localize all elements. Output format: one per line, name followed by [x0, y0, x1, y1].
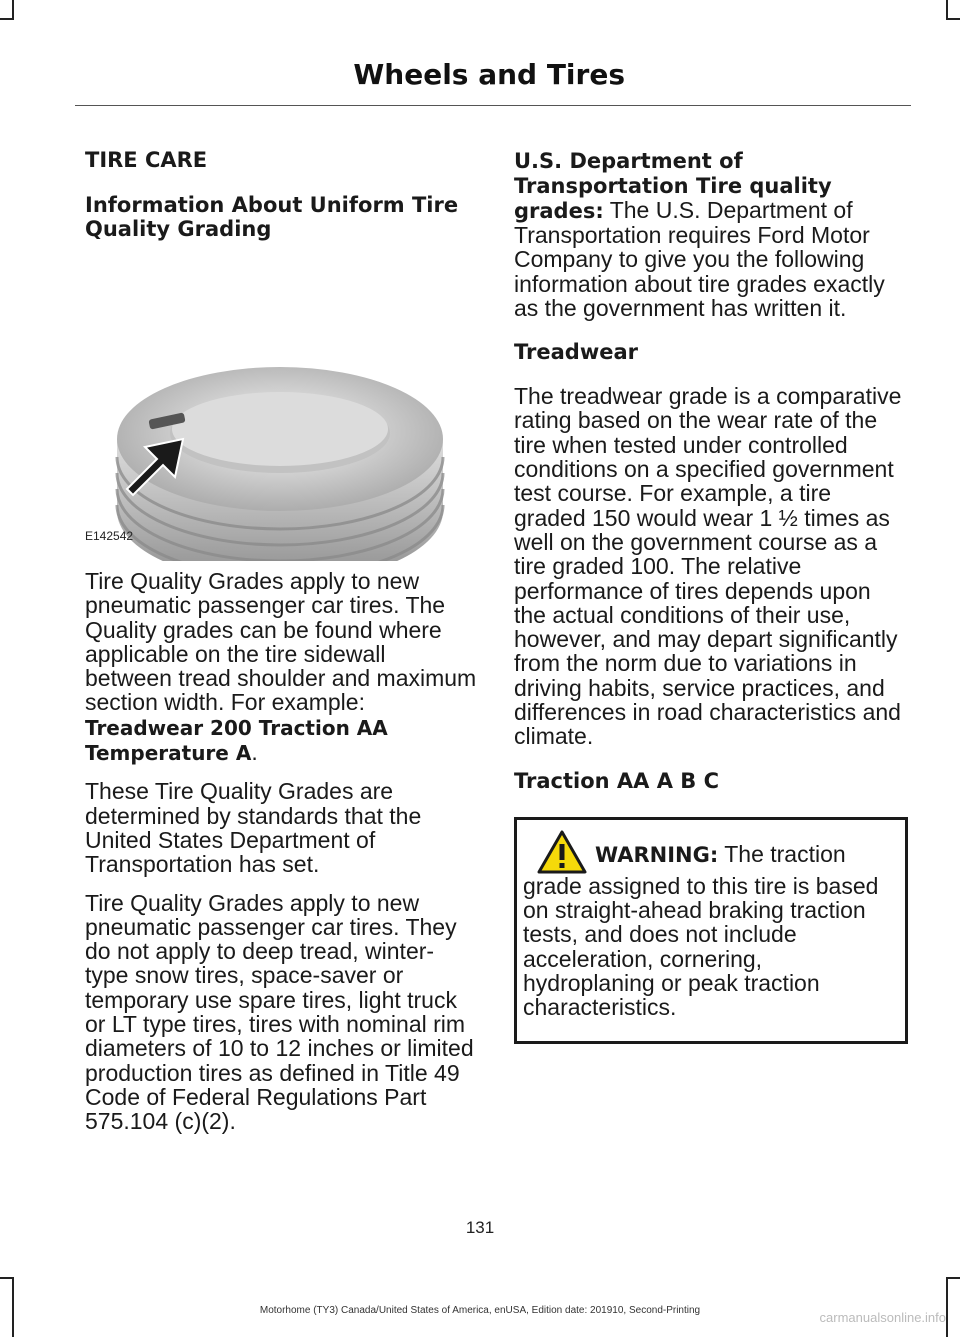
paragraph-treadwear: The treadwear grade is a comparative rating based on the wear rate of the tire when tested under controlled conditions on a specified government test course. For example, a tire graded 150 would wear 1 ½ times as well on the government course as a tire graded 100. The relative performance of tires depends upon the actual conditions of their use, however, and may depart significantly from the norm due to variations in driving habits, service practices, and differences in road characteristics and climate. — [514, 383, 902, 750]
crop-mark — [0, 18, 14, 20]
paragraph-dot: U.S. Department of Transportation Tire quality grades: The U.S. Department of Transportation requires Ford Motor Company to give you the following information about tire grades exactly as the government has written it. — [514, 149, 885, 321]
heading-tire-care: TIRE CARE — [85, 148, 208, 172]
paragraph-standards: These Tire Quality Grades are determined by standards that the United States Department of Transportation has set. — [85, 778, 422, 878]
paragraph-grades-intro: Tire Quality Grades apply to new pneumatic passenger car tires. The Quality grades can be found where applicable on the tire sidewall between tread shoulder and maximum section width. For example: Treadwear 200 Traction AA Temperature A. — [85, 568, 477, 766]
warning-triangle-icon — [537, 830, 587, 874]
warning-text: The traction grade assigned to this tire is based on straight-ahead braking traction tests, and does not include acceleration, cornering, hydroplaning or peak traction characteristics. — [523, 840, 879, 1021]
warning-box — [514, 817, 908, 1045]
crop-mark — [946, 18, 960, 20]
heading-uniform-grading: Information About Uniform Tire Quality Grading — [85, 193, 459, 241]
tire-figure — [85, 261, 477, 561]
header-rule — [75, 105, 911, 106]
heading-traction: Traction AA A B C — [514, 768, 720, 793]
page-number: 131 — [465, 1218, 495, 1237]
crop-mark — [946, 0, 948, 20]
heading-treadwear: Treadwear — [514, 340, 638, 365]
left-column — [85, 148, 477, 1148]
figure-id: E142542 — [85, 529, 134, 543]
warning-label: WARNING: — [595, 842, 719, 867]
tire-illustration-icon — [85, 261, 477, 561]
heading-dot: U.S. Department of Transportation Tire quality grades: — [514, 149, 832, 223]
crop-mark — [946, 1277, 960, 1279]
crop-mark — [12, 0, 14, 20]
section-title: Wheels and Tires — [353, 58, 625, 91]
crop-mark — [0, 1277, 14, 1279]
right-column — [514, 148, 908, 1044]
paragraph-exclusions: Tire Quality Grades apply to new pneumatic passenger car tires. They do not apply to deep tread, winter-type snow tires, space-saver or temporary use spare tires, light truck or LT type tires, tires with nominal rim diameters of 10 to 12 inches or limited production tires as defined in Title 49 Code of Federal Regulations Part 575.104 (c)(2). — [85, 889, 474, 1135]
watermark: carmanualsonline.info — [819, 1310, 946, 1325]
example-grade: Treadwear 200 Traction AA Temperature A — [85, 715, 388, 766]
footer-text: Motorhome (TY3) Canada/United States of America, enUSA, Edition date: 201910, Second-Printing — [259, 1305, 701, 1316]
